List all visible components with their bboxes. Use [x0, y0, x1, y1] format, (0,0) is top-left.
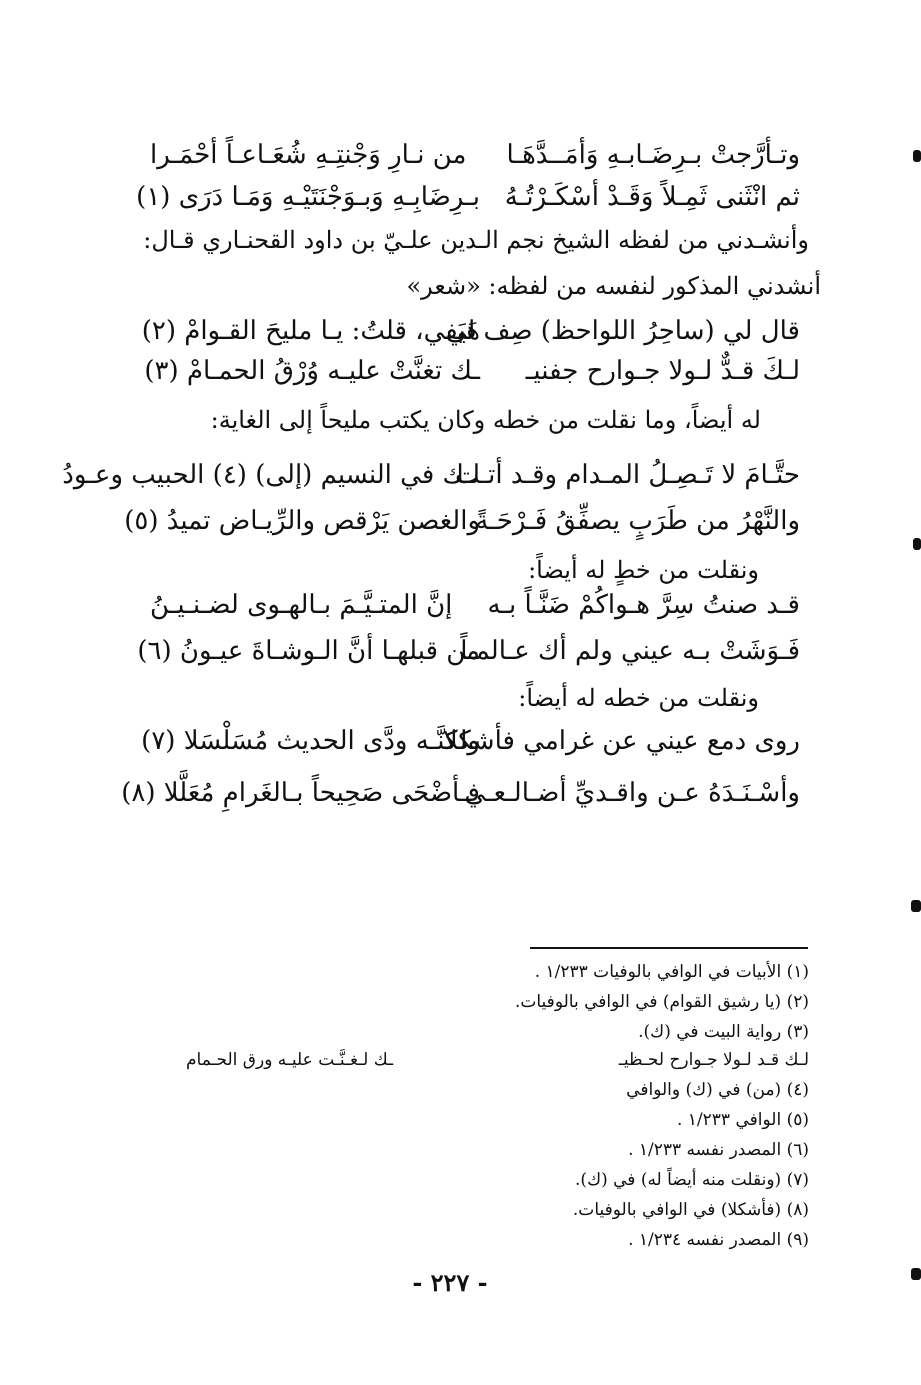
verse-hemistich-left: ولكنَّـه ودَّى الحديث مُسَلْسَلا (٧)	[141, 726, 480, 756]
verse-hemistich-right: روى دمع عيني عن غرامي فأشكلا	[442, 726, 800, 756]
scan-edge-mark	[913, 538, 921, 550]
verse-hemistich-right: حتَّـامَ لا تَـصِـلُ المـدام وقـد أتـت	[454, 460, 800, 490]
footnote: (٦) المصدر نفسه ١/٢٣٣ .	[628, 1140, 809, 1160]
prose-line: ونقلت من خطه له أيضاً:	[518, 684, 759, 712]
verse-line	[137, 636, 800, 680]
footnote: (٨) (فأشكلا) في الوافي بالوفيات.	[572, 1200, 809, 1220]
verse-hemistich-left: هَيَفي، قلتُ: يـا مليحَ القـوامْ (٢)	[141, 316, 480, 346]
verse-hemistich-right: قـد صنتُ سِرَّ هـواكُمْ ضَنَّـاً بـه	[487, 590, 800, 620]
verse-line	[141, 726, 800, 770]
footnote-verse-left: ـك لـغـنَّـت عليـه ورق الحـمام	[186, 1050, 394, 1070]
verse-line	[150, 140, 800, 184]
verse-line	[62, 460, 800, 504]
footnote: (١) الأبيات في الوافي بالوفيات ١/٢٣٣ .	[534, 962, 809, 982]
footnote: (٧) (ونقلت منه أيضاً له) في (ك).	[575, 1170, 809, 1190]
verse-line	[121, 778, 800, 822]
verse-hemistich-right: ثم انْثَنى ثَمِـلاً وَقَـدْ أسْكَـرْتُـهُ	[504, 182, 800, 212]
prose-line: وأنشـدني من لفظه الشيخ نجم الـدين علـيّ بن داود القحنـاري قـال:	[143, 226, 809, 254]
scan-edge-mark	[911, 900, 921, 912]
verse-hemistich-left: لـك في النسيم (إلى) (٤) الحبيب وعـودُ	[62, 460, 480, 490]
verse-hemistich-left: بـرِضَابِـهِ وَبـوَجْنَتَيْـهِ وَمَـا دَرَى (١)	[136, 182, 480, 212]
verse-line	[150, 590, 800, 634]
footnote-separator	[530, 947, 808, 949]
verse-hemistich-left: إنَّ المتـيَّـمَ بـالهـوى لضـنـيـنُ	[150, 590, 453, 620]
verse-line	[136, 182, 800, 226]
footnote: (٢) (يا رشيق القوام) في الوافي بالوفيات.	[514, 992, 809, 1012]
verse-line	[124, 506, 800, 550]
verse-hemistich-right: قال لي (ساحِرُ اللواحظ) صِف لي	[445, 316, 800, 346]
footnote: (٩) المصدر نفسه ١/٢٣٤ .	[628, 1230, 809, 1250]
prose-line: ونقلت من خطٍ له أيضاً:	[528, 556, 759, 584]
prose-line: أنشدني المذكور لنفسه من لفظه: «شعر»	[406, 272, 821, 300]
prose-line: له أيضاً، وما نقلت من خطه وكان يكتب مليحاً إلى الغاية:	[210, 406, 761, 434]
verse-line	[144, 356, 800, 400]
verse-hemistich-left: والغصن يَرْقص والرِّيـاض تميدُ (٥)	[124, 506, 480, 536]
verse-hemistich-left: من قبلهـا أنَّ الـوشـاةَ عيـونُ (٦)	[137, 636, 480, 666]
scan-edge-mark	[913, 150, 921, 162]
footnote-verse-right: لـك قـد لـولا جـوارح لحـظيـ	[618, 1050, 809, 1070]
verse-hemistich-right: فَـوَشَتْ بـه عيني ولم أك عـالمـاً	[460, 636, 800, 666]
verse-hemistich-right: لـكَ قـدٌّ لـولا جـوارح جفنيـ	[525, 356, 800, 386]
page-number: - ٢٢٧ -	[412, 1268, 488, 1297]
verse-hemistich-left: ـك تغنَّتْ عليـه وُرْقُ الحمـامْ (٣)	[144, 356, 480, 386]
verse-hemistich-left: فـأضْحَى صَحِيحاً بـالغَرامِ مُعَلَّلا (٨)	[121, 778, 480, 808]
verse-hemistich-left: من نـارِ وَجْنتِـهِ شُعَـاعـاً أحْمَـرا	[150, 140, 467, 170]
verse-hemistich-right: والنَّهْرُ من طَرَبٍ يصفِّقُ فَـرْحَـةً	[475, 506, 800, 536]
verse-line	[141, 316, 800, 360]
verse-hemistich-right: وتـأرَّجتْ بـرِضَـابـهِ وَأمَــدَّهَـا	[506, 140, 800, 170]
verse-hemistich-right: وأسْـنَـدَهُ عـن واقـديِّ أضـالـعـي	[464, 778, 800, 808]
footnote: (٥) الوافي ١/٢٣٣ .	[676, 1110, 809, 1130]
footnote: (٣) رواية البيت في (ك).	[638, 1022, 809, 1042]
scan-edge-mark	[911, 1268, 921, 1280]
footnote: (٤) (من) في (ك) والوافي	[626, 1080, 809, 1100]
